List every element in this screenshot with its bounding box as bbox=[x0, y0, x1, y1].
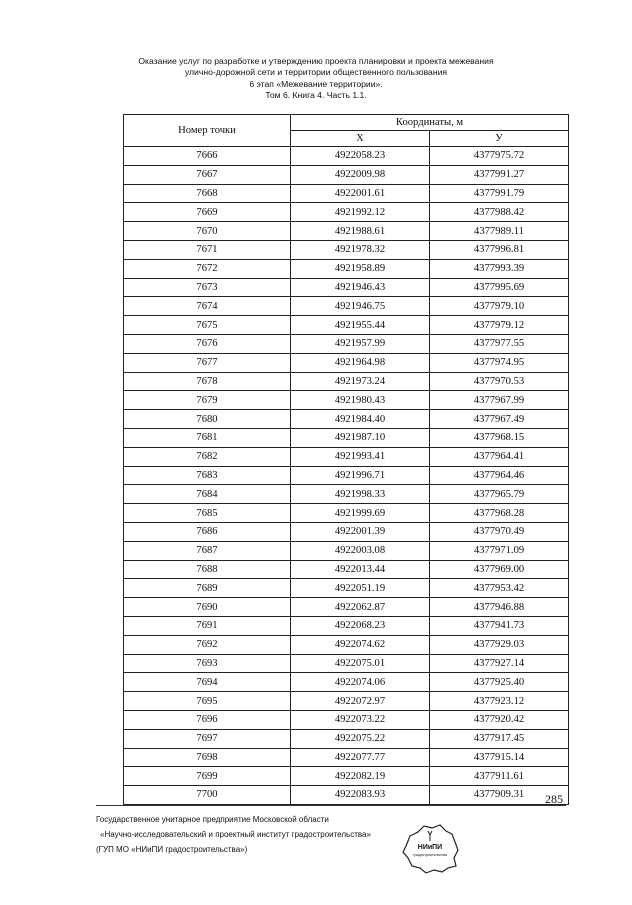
table-row bbox=[124, 165, 569, 184]
table-row bbox=[124, 504, 569, 523]
coordinates-table bbox=[123, 114, 569, 805]
point-number-cell: 7667 bbox=[124, 165, 291, 184]
x-coordinate-cell: 4921964.98 bbox=[291, 353, 430, 372]
x-coordinate-cell: 4921996.71 bbox=[291, 466, 430, 485]
header-line-1: Оказание услуг по разработке и утверждению проекта планировки и проекта межевания bbox=[138, 56, 494, 66]
point-number-cell: 7699 bbox=[124, 767, 291, 786]
table-row bbox=[124, 579, 569, 598]
table-row bbox=[124, 203, 569, 222]
point-number-cell: 7683 bbox=[124, 466, 291, 485]
table-row bbox=[124, 541, 569, 560]
x-coordinate-cell: 4921980.43 bbox=[291, 391, 430, 410]
y-coordinate-cell: 4377964.41 bbox=[430, 447, 569, 466]
point-number-cell: 7680 bbox=[124, 410, 291, 429]
y-coordinate-cell: 4377915.14 bbox=[430, 748, 569, 767]
y-coordinate-cell: 4377941.73 bbox=[430, 616, 569, 635]
x-coordinate-cell: 4922062.87 bbox=[291, 598, 430, 617]
point-number-cell: 7688 bbox=[124, 560, 291, 579]
point-number-cell: 7675 bbox=[124, 316, 291, 335]
y-coordinate-cell: 4377968.28 bbox=[430, 504, 569, 523]
y-coordinate-cell: 4377969.00 bbox=[430, 560, 569, 579]
table-row bbox=[124, 466, 569, 485]
point-number-cell: 7670 bbox=[124, 222, 291, 241]
y-coordinate-cell: 4377967.49 bbox=[430, 410, 569, 429]
y-coordinate-cell: 4377991.79 bbox=[430, 184, 569, 203]
point-number-cell: 7678 bbox=[124, 372, 291, 391]
point-number-cell: 7700 bbox=[124, 786, 291, 805]
point-number-cell: 7674 bbox=[124, 297, 291, 316]
y-coordinate-cell: 4377988.42 bbox=[430, 203, 569, 222]
y-coordinate-cell: 4377977.55 bbox=[430, 334, 569, 353]
table-row bbox=[124, 767, 569, 786]
x-coordinate-cell: 4921998.33 bbox=[291, 485, 430, 504]
coordinates-header: Координаты, м bbox=[291, 115, 569, 131]
point-number-cell: 7684 bbox=[124, 485, 291, 504]
x-coordinate-cell: 4921946.43 bbox=[291, 278, 430, 297]
point-number-header: Номер точки bbox=[124, 115, 291, 147]
table-row bbox=[124, 278, 569, 297]
y-coordinate-cell: 4377964.46 bbox=[430, 466, 569, 485]
table-row bbox=[124, 391, 569, 410]
y-coordinate-cell: 4377993.39 bbox=[430, 259, 569, 278]
point-number-cell: 7693 bbox=[124, 654, 291, 673]
point-number-cell: 7668 bbox=[124, 184, 291, 203]
y-coordinate-cell: 4377991.27 bbox=[430, 165, 569, 184]
y-coordinate-cell: 4377970.49 bbox=[430, 522, 569, 541]
point-number-cell: 7686 bbox=[124, 522, 291, 541]
y-coordinate-cell: 4377970.53 bbox=[430, 372, 569, 391]
point-number-cell: 7691 bbox=[124, 616, 291, 635]
point-number-cell: 7690 bbox=[124, 598, 291, 617]
point-number-cell: 7695 bbox=[124, 692, 291, 711]
table-row bbox=[124, 372, 569, 391]
table-row bbox=[124, 222, 569, 241]
point-number-cell: 7682 bbox=[124, 447, 291, 466]
y-coordinate-cell: 4377979.12 bbox=[430, 316, 569, 335]
table-row bbox=[124, 786, 569, 805]
x-coordinate-cell: 4922068.23 bbox=[291, 616, 430, 635]
footer-org-line: Государственное унитарное предприятие Московской области bbox=[96, 815, 329, 824]
x-coordinate-cell: 4922009.98 bbox=[291, 165, 430, 184]
niipi-logo-icon bbox=[400, 822, 460, 874]
x-coordinate-cell: 4921988.61 bbox=[291, 222, 430, 241]
x-coordinate-cell: 4922073.22 bbox=[291, 710, 430, 729]
point-number-cell: 7676 bbox=[124, 334, 291, 353]
x-coordinate-cell: 4921957.99 bbox=[291, 334, 430, 353]
x-coordinate-cell: 4921955.44 bbox=[291, 316, 430, 335]
point-number-cell: 7677 bbox=[124, 353, 291, 372]
y-coordinate-cell: 4377975.72 bbox=[430, 147, 569, 166]
x-coordinate-cell: 4922077.77 bbox=[291, 748, 430, 767]
table-row bbox=[124, 522, 569, 541]
table-row bbox=[124, 316, 569, 335]
point-number-cell: 7671 bbox=[124, 240, 291, 259]
y-coordinate-cell: 4377925.40 bbox=[430, 673, 569, 692]
footer-abbrev-line: (ГУП МО «НИиПИ градостроительства») bbox=[96, 845, 248, 854]
document-header bbox=[0, 56, 632, 101]
y-coordinate-cell: 4377996.81 bbox=[430, 240, 569, 259]
x-coordinate-cell: 4921987.10 bbox=[291, 428, 430, 447]
x-coordinate-cell: 4922074.06 bbox=[291, 673, 430, 692]
y-coordinate-cell: 4377968.15 bbox=[430, 428, 569, 447]
point-number-cell: 7694 bbox=[124, 673, 291, 692]
y-coordinate-cell: 4377967.99 bbox=[430, 391, 569, 410]
table-row bbox=[124, 748, 569, 767]
x-coordinate-cell: 4922013.44 bbox=[291, 560, 430, 579]
table-row bbox=[124, 692, 569, 711]
logo-text-top: НИиПИ bbox=[417, 844, 443, 851]
header-line-4: Том 6. Книга 4. Часть 1.1. bbox=[265, 89, 367, 100]
table-row bbox=[124, 673, 569, 692]
x-coordinate-cell: 4922074.62 bbox=[291, 635, 430, 654]
table-row bbox=[124, 428, 569, 447]
y-coordinate-cell: 4377920.42 bbox=[430, 710, 569, 729]
table-row bbox=[124, 729, 569, 748]
y-coordinate-cell: 4377965.79 bbox=[430, 485, 569, 504]
y-coordinate-cell: 4377974.95 bbox=[430, 353, 569, 372]
table-row bbox=[124, 353, 569, 372]
table-row bbox=[124, 184, 569, 203]
logo-text-bottom: градостроительства bbox=[413, 853, 447, 857]
y-coordinate-cell: 4377929.03 bbox=[430, 635, 569, 654]
x-coordinate-cell: 4921978.32 bbox=[291, 240, 430, 259]
header-line-2: улично-дорожной сети и территории общественного пользования bbox=[184, 67, 448, 78]
table-row bbox=[124, 654, 569, 673]
point-number-cell: 7666 bbox=[124, 147, 291, 166]
x-coordinate-cell: 4921999.69 bbox=[291, 504, 430, 523]
x-coordinate-cell: 4922051.19 bbox=[291, 579, 430, 598]
point-number-cell: 7692 bbox=[124, 635, 291, 654]
point-number-cell: 7672 bbox=[124, 259, 291, 278]
table-row bbox=[124, 635, 569, 654]
table-row bbox=[124, 410, 569, 429]
x-coordinate-cell: 4922072.97 bbox=[291, 692, 430, 711]
footer-divider bbox=[96, 805, 566, 806]
table-row bbox=[124, 598, 569, 617]
y-coordinate-cell: 4377953.42 bbox=[430, 579, 569, 598]
x-coordinate-cell: 4921946.75 bbox=[291, 297, 430, 316]
x-header: X bbox=[291, 131, 430, 147]
x-coordinate-cell: 4922075.22 bbox=[291, 729, 430, 748]
table-row bbox=[124, 560, 569, 579]
point-number-cell: 7697 bbox=[124, 729, 291, 748]
x-coordinate-cell: 4922001.61 bbox=[291, 184, 430, 203]
header-line-3: 6 этап «Межевание территории». bbox=[249, 78, 383, 89]
point-number-cell: 7685 bbox=[124, 504, 291, 523]
y-header: У bbox=[430, 131, 569, 147]
y-coordinate-cell: 4377923.12 bbox=[430, 692, 569, 711]
table-row bbox=[124, 485, 569, 504]
x-coordinate-cell: 4922003.08 bbox=[291, 541, 430, 560]
y-coordinate-cell: 4377989.11 bbox=[430, 222, 569, 241]
footer bbox=[96, 812, 371, 857]
x-coordinate-cell: 4922083.93 bbox=[291, 786, 430, 805]
table-row bbox=[124, 710, 569, 729]
y-coordinate-cell: 4377927.14 bbox=[430, 654, 569, 673]
point-number-cell: 7669 bbox=[124, 203, 291, 222]
point-number-cell: 7698 bbox=[124, 748, 291, 767]
x-coordinate-cell: 4922058.23 bbox=[291, 147, 430, 166]
x-coordinate-cell: 4922001.39 bbox=[291, 522, 430, 541]
x-coordinate-cell: 4921993.41 bbox=[291, 447, 430, 466]
x-coordinate-cell: 4921958.89 bbox=[291, 259, 430, 278]
point-number-cell: 7673 bbox=[124, 278, 291, 297]
table-row bbox=[124, 240, 569, 259]
x-coordinate-cell: 4921992.12 bbox=[291, 203, 430, 222]
table-row bbox=[124, 147, 569, 166]
x-coordinate-cell: 4922082.19 bbox=[291, 767, 430, 786]
x-coordinate-cell: 4921973.24 bbox=[291, 372, 430, 391]
x-coordinate-cell: 4921984.40 bbox=[291, 410, 430, 429]
y-coordinate-cell: 4377995.69 bbox=[430, 278, 569, 297]
point-number-cell: 7696 bbox=[124, 710, 291, 729]
x-coordinate-cell: 4922075.01 bbox=[291, 654, 430, 673]
table-row bbox=[124, 334, 569, 353]
page-number: 285 bbox=[545, 792, 563, 806]
point-number-cell: 7679 bbox=[124, 391, 291, 410]
y-coordinate-cell: 4377971.09 bbox=[430, 541, 569, 560]
y-coordinate-cell: 4377909.31 bbox=[430, 786, 569, 805]
point-number-cell: 7689 bbox=[124, 579, 291, 598]
table-row bbox=[124, 616, 569, 635]
table-row bbox=[124, 447, 569, 466]
table-row bbox=[124, 297, 569, 316]
y-coordinate-cell: 4377911.61 bbox=[430, 767, 569, 786]
footer-institute-line: «Научно-исследовательский и проектный институт градостроительства» bbox=[100, 830, 371, 839]
point-number-cell: 7681 bbox=[124, 428, 291, 447]
table-row bbox=[124, 259, 569, 278]
table-body bbox=[124, 147, 569, 805]
y-coordinate-cell: 4377979.10 bbox=[430, 297, 569, 316]
y-coordinate-cell: 4377917.45 bbox=[430, 729, 569, 748]
y-coordinate-cell: 4377946.88 bbox=[430, 598, 569, 617]
point-number-cell: 7687 bbox=[124, 541, 291, 560]
